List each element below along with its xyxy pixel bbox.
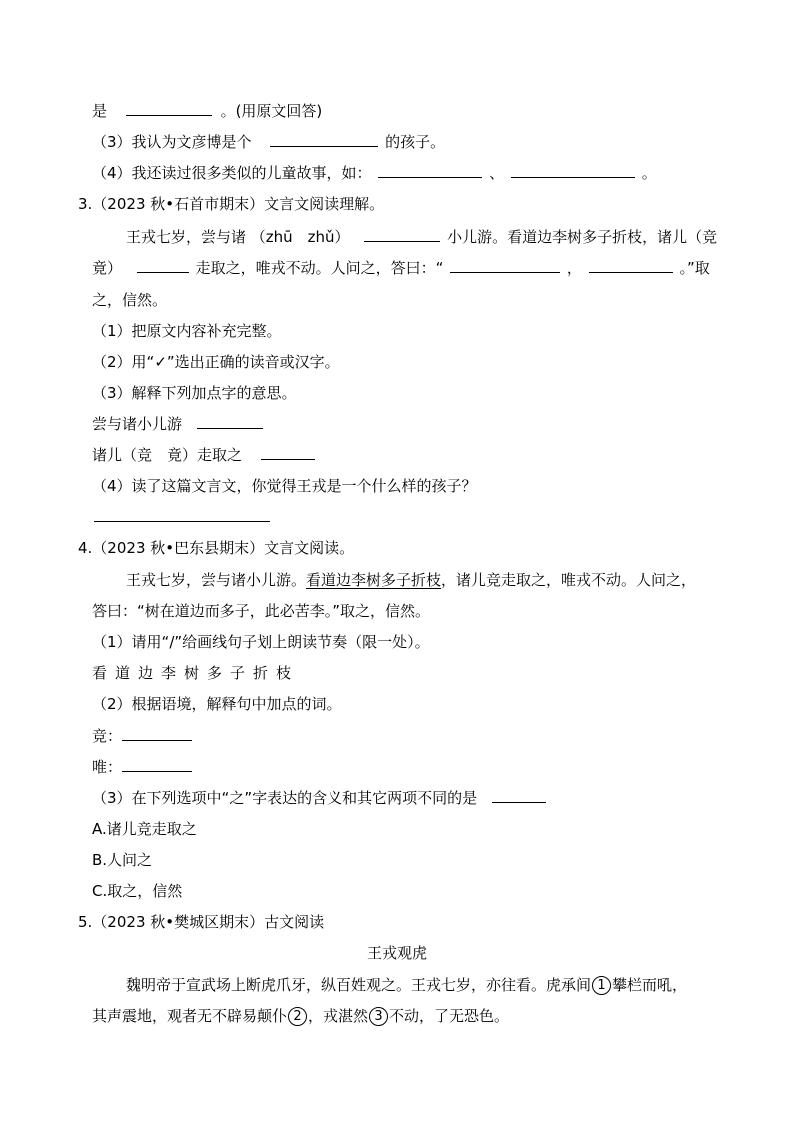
- q3-sub-1: （1）把原文内容补充完整。: [92, 322, 282, 340]
- q3-sub-3: （3）解释下列加点字的意思。: [92, 384, 297, 402]
- passage-text: ，戎湛然: [308, 1007, 369, 1025]
- word-text: 唯：: [92, 758, 123, 776]
- passage-text: 小儿游。看道边李树多子折枝，诸儿（竞: [447, 228, 718, 246]
- answer-blank[interactable]: [126, 101, 212, 116]
- answer-blank[interactable]: [511, 163, 635, 178]
- passage-text: 攀栏而吼，: [612, 976, 688, 994]
- footnote-marker: 3: [369, 1007, 388, 1026]
- q2-sub-4-end: 。: [641, 164, 657, 182]
- footnote-marker: 2: [288, 1007, 307, 1026]
- q3-passage-line-3: 之，信然。: [92, 291, 168, 309]
- answer-line[interactable]: [94, 521, 270, 522]
- q4-option-b: B.人问之: [92, 851, 153, 869]
- passage-text: 走取之，唯戎不动。人问之，答曰：“: [195, 259, 444, 277]
- q3-word-1: [92, 414, 263, 434]
- footnote-marker: 1: [592, 976, 611, 995]
- q3-word-2: [92, 445, 315, 465]
- q4-word-1: [92, 726, 192, 746]
- q4-option-c: C.取之，信然: [92, 882, 183, 900]
- passage-text: 竟）: [92, 259, 123, 277]
- q4-word-2: [92, 757, 192, 777]
- passage-text: ，: [566, 259, 582, 277]
- q3-passage-line-2: [92, 258, 710, 278]
- passage-text: ，诸儿竞走取之，唯戎不动。人问之，: [441, 571, 697, 589]
- q4-sub-2: （2）根据语境，解释句中加点的词。: [92, 695, 342, 713]
- passage-text: 王戎七岁，尝与诸 （zhū zhǔ）: [126, 228, 350, 246]
- q2-line-text: 是: [92, 102, 108, 120]
- q3-sub-4: （4）读了这篇文言文，你觉得王戎是一个什么样的孩子？: [92, 477, 477, 495]
- answer-blank[interactable]: [589, 258, 673, 273]
- word-text: 尝与诸小儿游: [92, 415, 183, 433]
- answer-blank[interactable]: [261, 445, 315, 460]
- word-text: 诸儿（竞 竟）走取之: [92, 446, 243, 464]
- q2-line-answer: [92, 101, 322, 121]
- answer-blank[interactable]: [122, 757, 192, 772]
- answer-blank[interactable]: [197, 414, 263, 429]
- passage-text: 其声震地，观者无不辟易颠仆: [92, 1007, 288, 1025]
- q5-passage-title: 王戎观虎: [366, 944, 427, 962]
- q3-heading: 3.（2023 秋•石首市期末）文言文阅读理解。: [78, 195, 385, 213]
- q3-passage-line-1: [126, 227, 717, 247]
- q2-sub-3-text: （3）我认为文彦博是个: [92, 133, 252, 151]
- answer-blank[interactable]: [378, 163, 482, 178]
- q4-sub-1: （1）请用“/”给画线句子划上朗读节奏（限一处）。: [92, 633, 430, 651]
- answer-blank[interactable]: [270, 132, 378, 147]
- answer-blank[interactable]: [137, 258, 189, 273]
- q4-sub-3: [92, 788, 546, 808]
- answer-blank[interactable]: [492, 788, 546, 803]
- q3-sub-2: （2）用“✓”选出正确的读音或汉字。: [92, 353, 340, 371]
- q4-option-a: A.诸儿竞走取之: [92, 820, 197, 838]
- q5-passage-line-1: [126, 975, 687, 995]
- q5-passage-line-2: [92, 1006, 509, 1026]
- q4-heading: 4.（2023 秋•巴东县期末）文言文阅读。: [78, 539, 355, 557]
- q2-sub-3-tail: 的孩子。: [385, 133, 446, 151]
- q4-sub-3-text: （3）在下列选项中“之”字表达的含义和其它两项不同的是: [92, 789, 478, 807]
- q2-line-text: 。(用原文回答): [220, 102, 323, 120]
- q4-passage-line-2: 答曰：“树在道边而多子，此必苦李。”取之，信然。: [92, 602, 431, 620]
- answer-blank[interactable]: [364, 227, 440, 242]
- passage-text: 魏明帝于宣武场上断虎爪牙，纵百姓观之。王戎七岁，亦往看。虎承间: [126, 976, 592, 994]
- word-text: 竞：: [92, 727, 123, 745]
- q2-sub-4-text: （4）我还读过很多类似的儿童故事，如：: [92, 164, 372, 182]
- q2-sub-4: [92, 163, 657, 183]
- q2-sub-4-sep: 、: [489, 164, 505, 182]
- passage-text: 。”取: [679, 259, 710, 277]
- answer-blank[interactable]: [450, 258, 560, 273]
- answer-blank[interactable]: [122, 726, 192, 741]
- q4-rhythm-sentence: 看道边李树多子折枝: [92, 664, 300, 682]
- q2-sub-3: [92, 132, 445, 152]
- underlined-sentence: 看道边李树多子折枝: [306, 571, 442, 589]
- q4-passage-line-1: [126, 570, 696, 590]
- passage-text: 不动，了无恐色。: [389, 1007, 510, 1025]
- passage-text: 王戎七岁，尝与诸小儿游。: [126, 571, 307, 589]
- q5-heading: 5.（2023 秋•樊城区期末）古文阅读: [78, 913, 325, 931]
